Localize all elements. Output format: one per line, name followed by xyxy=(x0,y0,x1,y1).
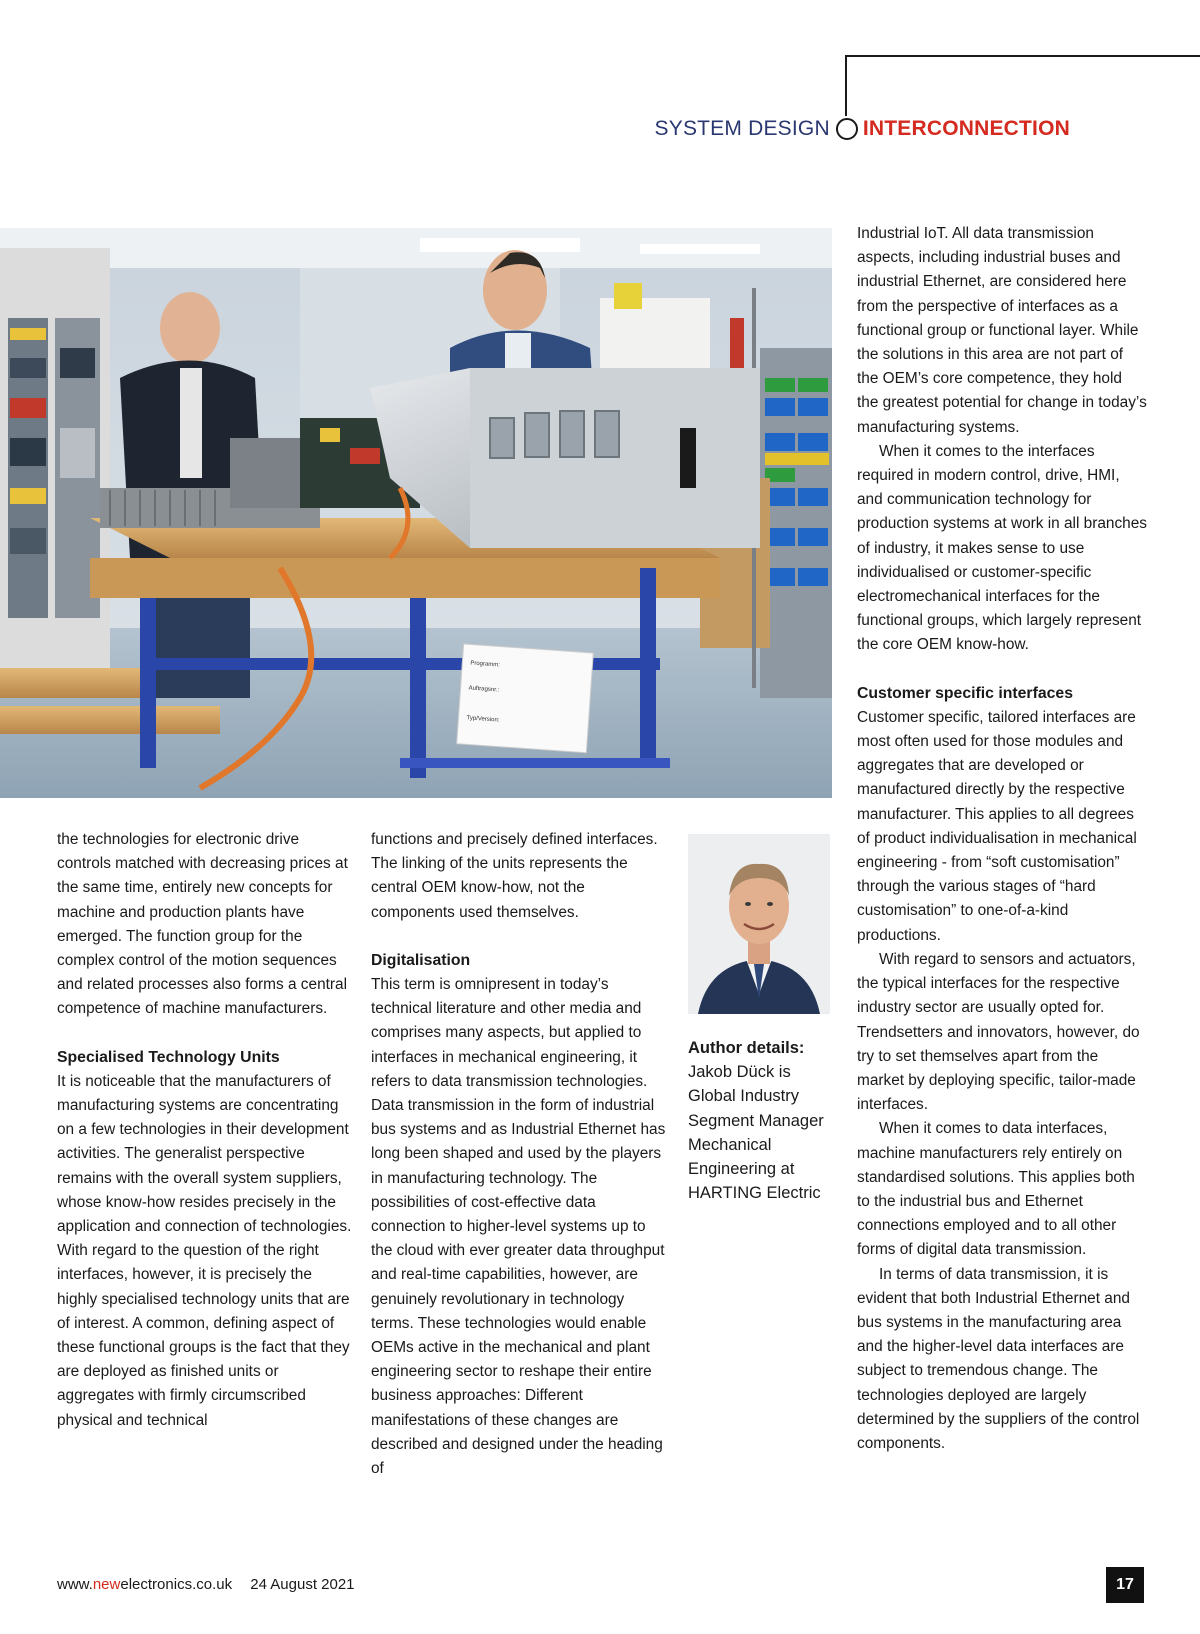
author-details xyxy=(688,1036,838,1205)
sign-text-auftragsnr: Auftragsnr.: xyxy=(468,685,500,694)
author-photo xyxy=(688,834,830,1014)
col2-paragraph-2: This term is omnipresent in today’s technical literature and other media and comprises many aspects, but applied to interfaces in mechanical engineering, it refers to data transmission technologies. Data transmission in the form of industrial bus systems and as Industrial Ethernet has long been shaped and used by the players in manufacturing technology. The possibilities of cost-effective data connection to higher-level systems up to the cloud with ever greater data throughput and real-time capabilities, however, are genuinely revolutionary in technology terms. These technologies would enable OEMs active in the mechanical and plant engineering sector to reshape their entire business approaches: Different manifestations of these changes are described and designed under the heading of xyxy=(371,976,666,1478)
hero-photo xyxy=(0,228,832,798)
col3-paragraph-3: Customer specific, tailored interfaces are most often used for those modules and aggregates that are developed or manufactured directly by the respective manufacturer. This applies to all degrees of product individualisation in mechanical engineering - from “soft customisation” through the various stages of “hard customisation” to one-of-a-kind productions. xyxy=(857,708,1137,944)
footer-url-new: new xyxy=(92,1576,121,1593)
col1-paragraph-1: the technologies for electronic drive controls matched with decreasing prices at the same time, entirely new concepts for machine and production plants have emerged. The function group for the complex control of the motion sequences and related processes also forms a central competence of machine manufacturers. xyxy=(57,831,348,1018)
section-label-interconnection: INTERCONNECTION xyxy=(862,117,1070,140)
header-rule-vertical xyxy=(845,56,847,116)
col1-subheading-specialised-technology-units: Specialised Technology Units xyxy=(57,1048,280,1066)
col2-subheading-digitalisation: Digitalisation xyxy=(371,951,471,969)
sign-text-programm: Programm: xyxy=(470,660,501,669)
col3-paragraph-2: When it comes to the interfaces required in modern control, drive, HMI, and communication technology for production systems at work in all branches of industry, it makes sense to use individualised or customer-specific electromechanical interfaces for the functional groups, which largely represent the core OEM know-how. xyxy=(857,442,1147,654)
article-column-2 xyxy=(371,828,666,1481)
col3-paragraph-5: When it comes to data interfaces, machine manufacturers rely entirely on standardised solutions. This applies both to the industrial bus and Ethernet connections employed and to all other forms of digital data transmission. xyxy=(857,1120,1135,1259)
footer-url-prefix: www. xyxy=(57,1576,93,1593)
header-rule-horizontal xyxy=(845,55,1200,57)
footer-date: 24 August 2021 xyxy=(250,1576,355,1593)
section-divider-circle-icon xyxy=(836,118,858,140)
page-number: 17 xyxy=(1106,1567,1144,1603)
sign-text-typ-version: Typ/Version: xyxy=(466,715,500,724)
article-column-1 xyxy=(57,828,352,1433)
footer-url[interactable] xyxy=(57,1576,232,1593)
author-bio: Jakob Dück is Global Industry Segment Manager Mechanical Engineering at HARTING Electric xyxy=(688,1063,824,1203)
page-footer xyxy=(57,1576,355,1593)
col3-subheading-customer-specific-interfaces: Customer specific interfaces xyxy=(857,684,1073,702)
col3-paragraph-4: With regard to sensors and actuators, the typical interfaces for the respective industry sector are usually opted for. Trendsetters and innovators, however, do try to set themselves apart from the market by deploying specific, tailor-made interfaces. xyxy=(857,950,1140,1114)
col2-paragraph-1: functions and precisely defined interfaces. The linking of the units represents the central OEM know-how, not the components used themselves. xyxy=(371,831,658,921)
section-label-system-design: SYSTEM DESIGN xyxy=(654,117,830,140)
col3-paragraph-6: In terms of data transmission, it is evident that both Industrial Ethernet and bus systems in the manufacturing area and the higher-level data interfaces are subject to tremendous change. The technologies deployed are largely determined by the suppliers of the control components. xyxy=(857,1265,1140,1452)
section-header xyxy=(600,114,1070,144)
author-heading: Author details: xyxy=(688,1039,805,1057)
article-column-3 xyxy=(857,222,1147,1456)
footer-url-rest: electronics.co.uk xyxy=(120,1576,233,1593)
col1-paragraph-2: It is noticeable that the manufacturers of manufacturing systems are concentrating on a few technologies in their development activities. The generalist perspective remains with the overall system suppliers, whose know-how resides precisely in the application and connection of technologies. With regard to the question of the right interfaces, however, it is precisely the highly specialised technology units that are of interest. A common, defining aspect of these functional groups is the fact that they are deployed as finished units or aggregates with firmly circumscribed physical and technical xyxy=(57,1072,352,1429)
col3-paragraph-1: Industrial IoT. All data transmission aspects, including industrial buses and industrial Ethernet, are considered here from the perspective of interfaces as a functional group or functional layer. While the solutions in this area are not part of the OEM’s core competence, they hold the greatest potential for change in today’s manufacturing systems. xyxy=(857,225,1147,436)
